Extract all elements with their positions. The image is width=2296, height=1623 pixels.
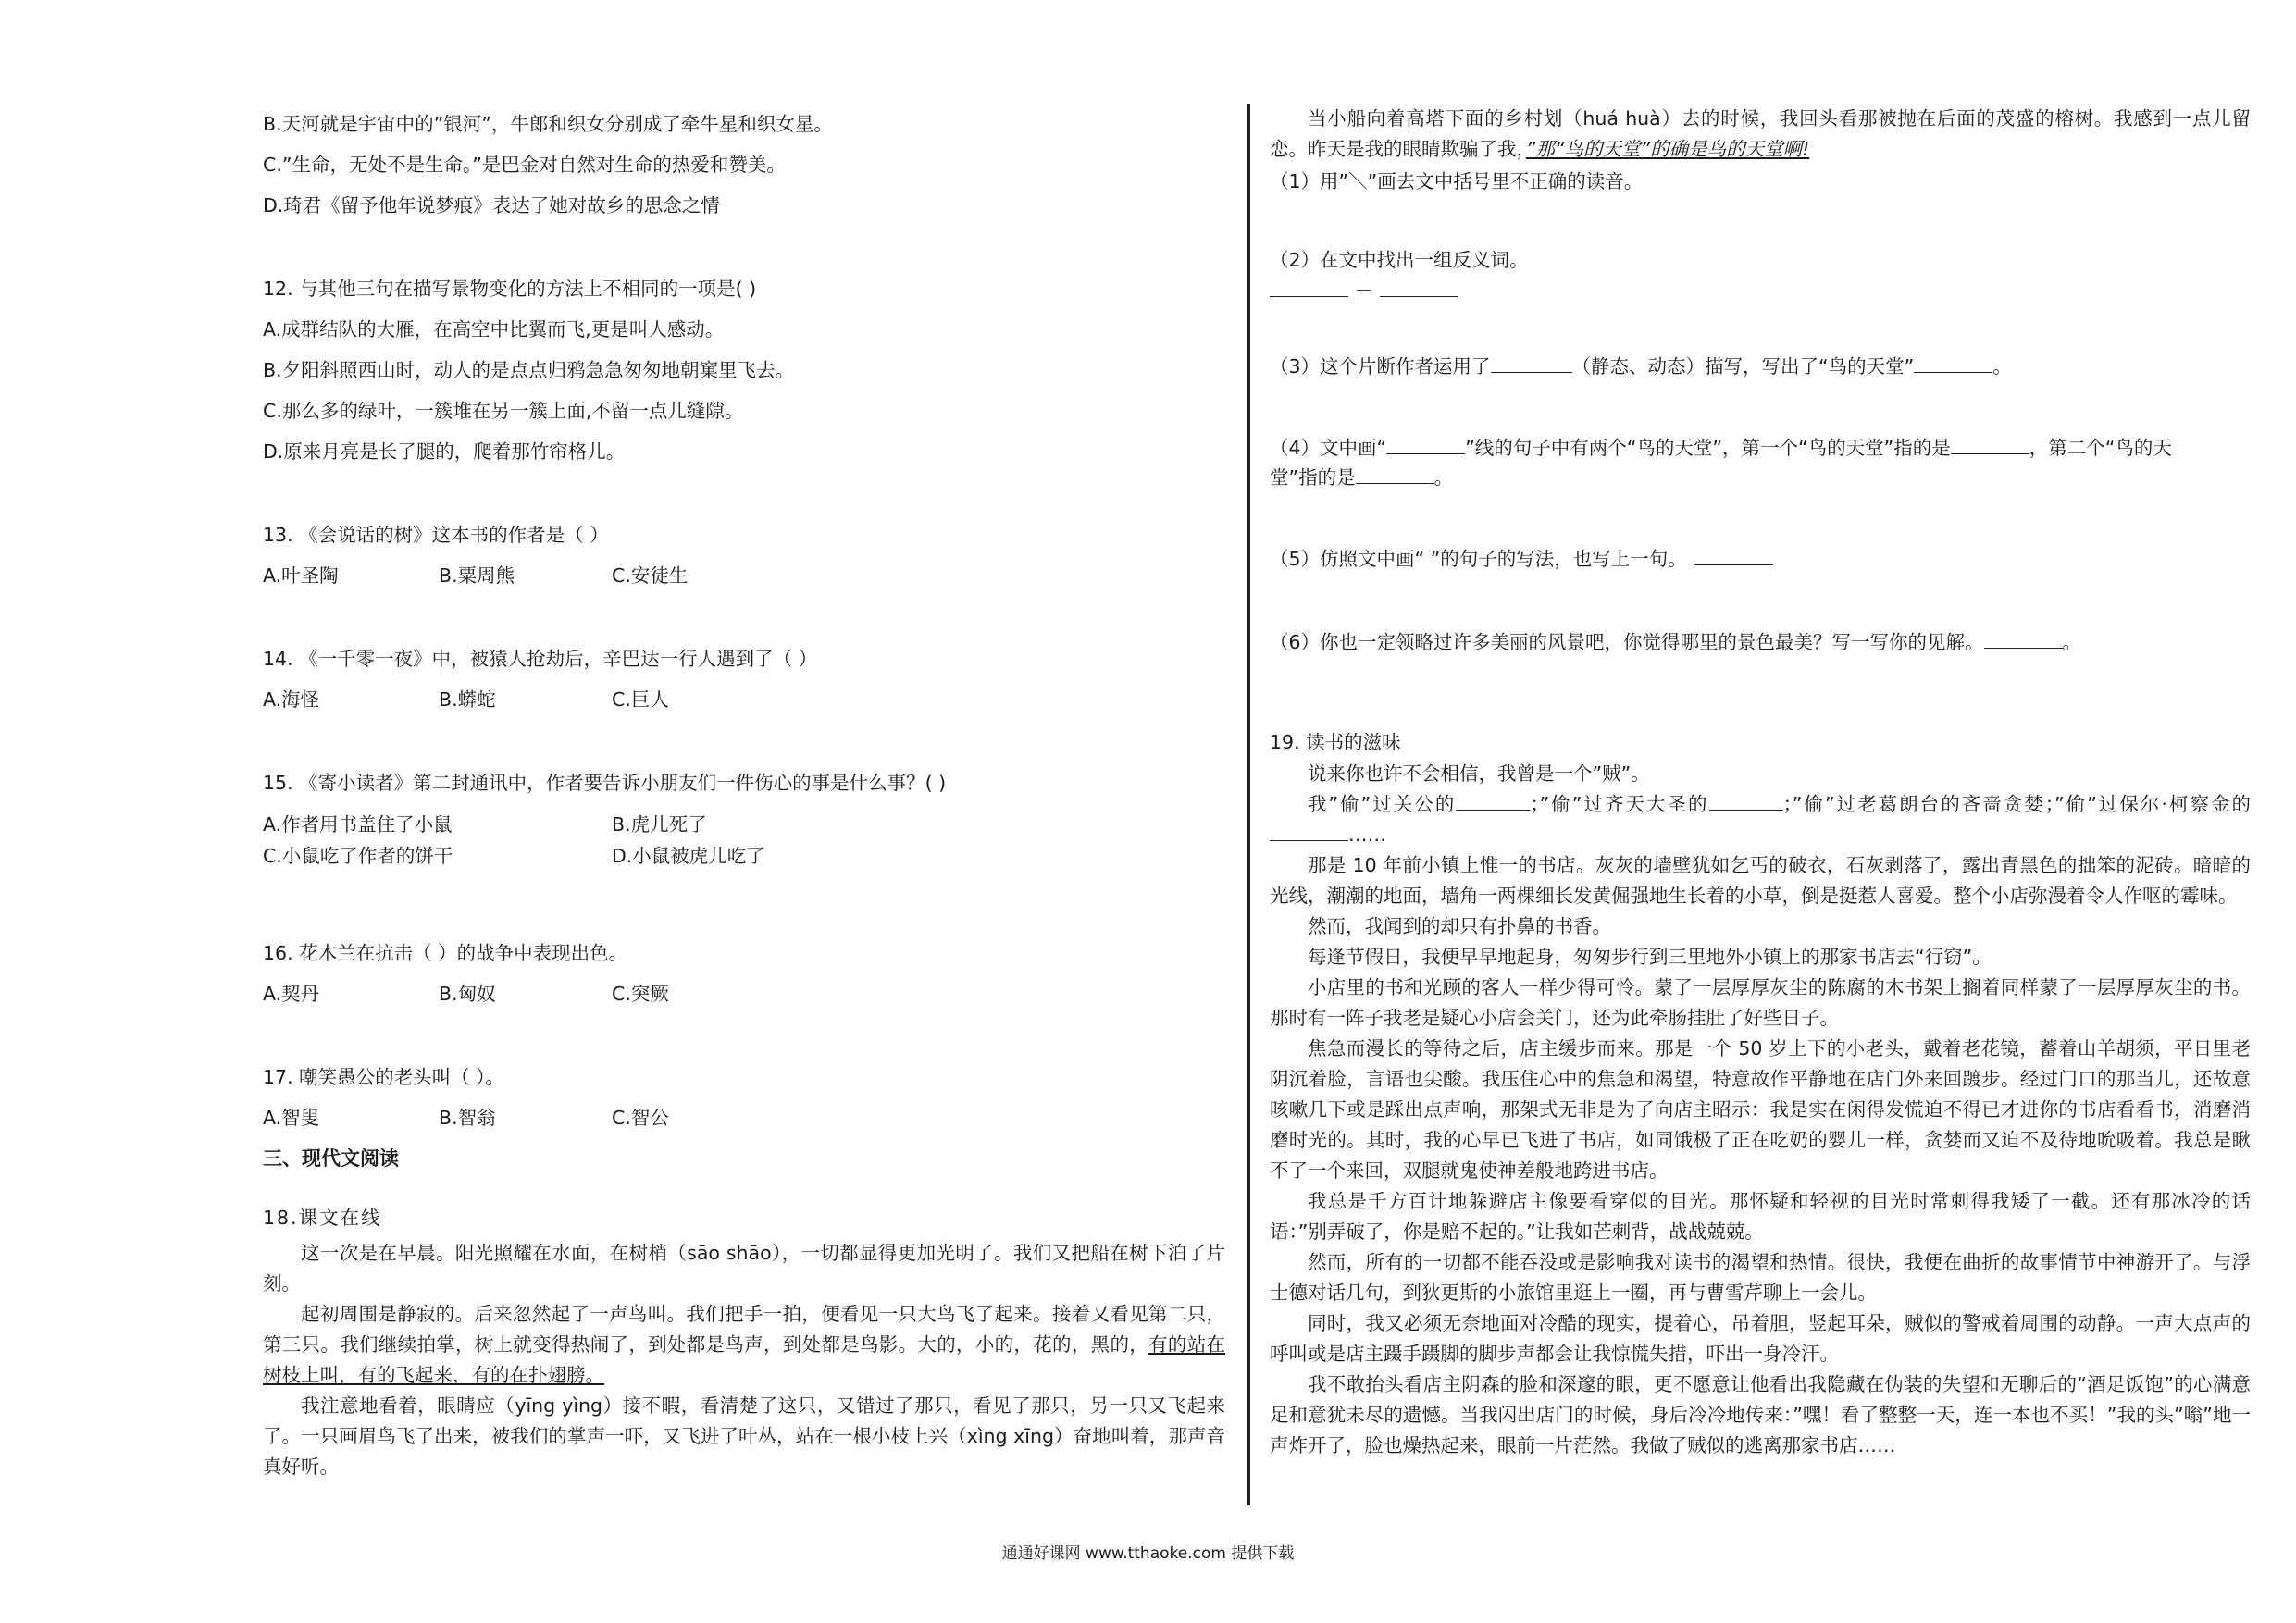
q11-option-c: C.”生命，无处不是生命。”是巴金对自然对生命的热爱和赞美。 [263, 154, 786, 176]
q13-options [263, 555, 1225, 596]
q18-sub-5 [1270, 542, 2251, 576]
answer-blank[interactable] [1380, 279, 1458, 297]
q17-option-a: A.智叟 [263, 1107, 320, 1129]
q13-option-a: A.叶圣陶 [263, 564, 339, 587]
q14-option-c: C.巨人 [612, 688, 669, 711]
q16-option-b: B.匈奴 [439, 983, 496, 1005]
q18-sub-4-text-c: ，第二个“鸟的天 [2029, 437, 2172, 459]
q12-option-a: A.成群结队的大雁，在高空中比翼而飞,更是叫人感动。 [263, 318, 725, 341]
answer-blank[interactable] [1491, 355, 1572, 373]
q19-title: 19. 读书的滋味 [1270, 731, 1401, 753]
answer-blank[interactable] [1709, 793, 1783, 811]
q18-sub-6 [1270, 626, 2251, 659]
q18-sub-2: （2）在文中找出一组反义词。 [1270, 249, 1529, 271]
q18-sub-4-text-d: 堂”指的是 [1270, 466, 1356, 489]
q13-stem: 13. 《会说话的树》这本书的作者是（ ） [263, 524, 609, 546]
q16-stem: 16. 花木兰在抗击（ ）的战争中表现出色。 [263, 942, 628, 964]
q18-paragraph-3: 我注意地看着，眼睛应（yīng yìng）接不暇，看清楚了这只，又错过了那只，看见了那只，另一只又飞起来了。一只画眉鸟飞了出来，被我们的掌声一吓，又飞进了叶丛，站在一根小枝上兴（xìng xīng）奋地叫着，那声音真好听。 [263, 1394, 1225, 1478]
q19-paragraph-7: 焦急而漫长的等待之后，店主缓步而来。那是一个 50 岁上下的小老头，戴着老花镜，蓄着山羊胡须，平日里老阴沉着脸，言语也尖酸。我压住心中的焦急和渴望，特意故作平静地在店门外来回踱步。经过门口的那当儿，还故意咳嗽几下或是踩出点声响，那架式无非是为了向店主昭示：我是实在闲得发慌迫不得已才进你的书店看看书，消磨消磨时光的。其时，我的心早已飞进了书店，如同饿极了正在吃奶的婴儿一样，贪婪而又迫不及待地吮吸着。我总是瞅不了一个来回，双腿就鬼使神差般地跨进书店。 [1270, 1037, 2251, 1182]
q17-options [263, 1097, 1225, 1138]
q11-option-b: B.天河就是宇宙中的”银河”，牛郎和织女分别成了牵牛星和织女星。 [263, 113, 833, 135]
q19-paragraph-2 [1270, 789, 2251, 850]
q18-sub-1: （1）用”＼”画去文中括号里不正确的读音。 [1270, 170, 1644, 192]
q14-option-a: A.海怪 [263, 688, 320, 711]
q19-paragraph-6: 小店里的书和光顾的客人一样少得可怜。蒙了一层厚厚灰尘的陈腐的木书架上搁着同样蒙了一层厚厚灰尘的书。那时有一阵子我老是疑心小店会关门，还为此牵肠挂肚了好些日子。 [1270, 976, 2251, 1029]
q18-sub-4-text-a: （4）文中画“ [1270, 437, 1387, 459]
q18-underlined-sentence: 有的站在树枝上叫，有的飞起来，有的在扑翅膀。 [263, 1333, 1226, 1386]
q18-sub-4-text-b: ”线的句子中有两个“鸟的天堂”，第一个“鸟的天堂”指的是 [1465, 437, 1951, 459]
q17-option-b: B.智翁 [439, 1107, 496, 1129]
q19-paragraph-8: 我总是千方百计地躲避店主像要看穿似的目光。那怀疑和轻视的目光时常刺得我矮了一截。还有那冰冷的话语：”别弄破了，你是赔不起的。”让我如芒刺背，战战兢兢。 [1270, 1190, 2251, 1243]
q16-option-a: A.契丹 [263, 983, 320, 1005]
q16-option-c: C.突厥 [612, 983, 669, 1005]
q19-paragraph-4: 然而，我闻到的却只有扑鼻的书香。 [1308, 915, 1611, 937]
q18-sub-3 [1270, 350, 2251, 383]
q16-options [263, 973, 1225, 1014]
q18-sub-6-text: （6）你也一定领略过许多美丽的风景吧，你觉得哪里的景色最美？写一写你的见解。 [1270, 631, 1984, 653]
q19-p2-text-e: …… [1348, 824, 1386, 846]
answer-blank[interactable] [1914, 355, 1992, 373]
q14-options [263, 679, 1225, 720]
q18-sub-2-answer [1270, 274, 2251, 307]
q18-underlined-quote: ”那“鸟的天堂”的确是鸟的天堂啊! [1525, 138, 1810, 160]
q17-stem: 17. 嘲笑愚公的老头叫（ ）。 [263, 1066, 504, 1088]
q14-stem: 14. 《一千零一夜》中，被猿人抢劫后，辛巴达一行人遇到了（ ） [263, 648, 818, 670]
q12-option-b: B.夕阳斜照西山时，动人的是点点归鸦急急匆匆地朝窠里飞去。 [263, 359, 795, 381]
left-column [263, 104, 1225, 1482]
q18-sub-3-text-c: 。 [1992, 355, 2012, 378]
q14-option-b: B.蟒蛇 [439, 688, 496, 711]
page-footer: 通通好课网 www.tthaoke.com 提供下载 [1001, 1544, 1295, 1563]
q18-paragraph-4 [1270, 104, 2251, 165]
answer-blank[interactable] [1694, 548, 1773, 565]
column-divider [1247, 104, 1250, 1505]
q12-option-c: C.那么多的绿叶，一簇堆在另一簇上面,不留一点儿缝隙。 [263, 400, 744, 422]
q19-p2-text-d: 金的 [2210, 793, 2252, 815]
q15-option-a: A.作者用书盖住了小鼠 [263, 813, 453, 836]
q18-sub-3-text-b: （静态、动态）描写，写出了“鸟的天堂” [1571, 355, 1915, 378]
q18-sub-5-text: （5）仿照文中画“ ”的句子的写法，也写上一句。 [1270, 548, 1687, 570]
q17-option-c: C.智公 [612, 1107, 669, 1129]
q18-sub-6-end: 。 [2062, 631, 2082, 653]
q18-paragraph-2-text: 起初周围是静寂的。后来忽然起了一声鸟叫。我们把手一拍，便看见一只大鸟飞了起来。接着又看见第二只，第三只。我们继续拍掌，树上就变得热闹了，到处都是鸟声，到处都是鸟影。大的，小的，花的，黑的， [263, 1303, 1225, 1356]
q18-sub-4-text-e: 。 [1433, 466, 1454, 489]
q15-option-d: D.小鼠被虎儿吃了 [612, 845, 765, 867]
q18-sub-4 [1270, 433, 2251, 463]
answer-blank[interactable] [1270, 279, 1348, 297]
q15-stem: 15. 《寄小读者》第二封通讯中，作者要告诉小朋友们一件伤心的事是什么事？( ) [263, 772, 947, 794]
q15-options-row2 [263, 840, 1225, 872]
q18-paragraph-2 [263, 1299, 1225, 1391]
q18-title: 18.课文在线 [263, 1207, 382, 1229]
q18-paragraph-1: 这一次是在早晨。阳光照耀在水面，在树梢（sāo shāo），一切都显得更加光明了。我们又把船在树下泊了片刻。 [263, 1242, 1225, 1295]
answer-blank[interactable] [1456, 793, 1530, 811]
q19-p2-text-b: ；”偷”过齐天大圣的 [1530, 793, 1709, 815]
q18-paragraph-4-text: 当小船向着高塔下面的乡村划（huá huà）去的时候，我回头看那被抛在后面的茂盛的榕树。我感到一点儿留恋。昨天是我的眼睛欺骗了我， [1270, 107, 2251, 160]
q19-paragraph-9: 然而，所有的一切都不能吞没或是影响我对读书的渴望和热情。很快，我便在曲折的故事情节中神游开了。与浮士德对话几句，到狄更斯的小旅馆里逛上一圈，再与曹雪芹聊上一会儿。 [1270, 1251, 2251, 1304]
q13-option-c: C.安徒生 [612, 564, 689, 587]
q12-stem: 12. 与其他三句在描写景物变化的方法上不相同的一项是( ) [263, 278, 757, 300]
q19-paragraph-3: 那是 10 年前小镇上惟一的书店。灰灰的墙壁犹如乞丐的破衣，石灰剥落了，露出青黑色的拙笨的泥砖。暗暗的光线，潮潮的地面，墙角一两棵细长发黄倔强地生长着的小草，倒是挺惹人喜爱。整个小店弥漫着令人作呕的霉味。 [1270, 854, 2251, 907]
answer-blank[interactable] [1356, 466, 1434, 484]
q12-option-d: D.原来月亮是长了腿的，爬着那竹帘格儿。 [263, 440, 626, 463]
q19-paragraph-10: 同时，我又必须无奈地面对冷酷的现实，提着心，吊着胆，竖起耳朵，贼似的警戒着周围的动静。一声大点声的呼叫或是店主蹑手蹑脚的脚步声都会让我惊慌失措，吓出一身冷汗。 [1270, 1312, 2251, 1365]
q15-option-c: C.小鼠吃了作者的饼干 [263, 845, 453, 867]
answer-blank[interactable] [1951, 437, 2029, 454]
answer-blank[interactable] [1270, 824, 1348, 841]
q19-paragraph-11: 我不敢抬头看店主阴森的脸和深邃的眼，更不愿意让他看出我隐藏在伪装的失望和无聊后的“酒足饭饱”的心满意足和意犹未尽的遗憾。当我闪出店门的时候，身后冷冷地传来：”嘿！看了整整一天，连一本也不买！”我的头”嗡”地一声炸开了，脸也燥热起来，眼前一片茫然。我做了贼似的逃离那家书店…… [1270, 1373, 2251, 1456]
right-column [1270, 104, 2251, 1461]
q18-sub-3-text-a: （3）这个片断作者运用了 [1270, 355, 1491, 378]
q19-p2-text-a: 我”偷”过关公的 [1308, 793, 1457, 815]
q15-options-row1 [263, 809, 1225, 840]
q19-p2-text-c: ；”偷”过老葛朗台的吝啬贪婪；”偷”过保尔·柯察 [1782, 793, 2211, 815]
q13-option-b: B.粟周熊 [439, 564, 515, 587]
q18-sub-4-cont [1270, 463, 2251, 492]
q19-paragraph-5: 每逢节假日，我便早早地起身，匆匆步行到三里地外小镇上的那家书店去“行窃”。 [1308, 946, 1992, 968]
q15-option-b: B.虎儿死了 [612, 813, 707, 836]
q11-option-d: D.琦君《留予他年说梦痕》表达了她对故乡的思念之情 [263, 194, 720, 217]
answer-blank[interactable] [1386, 437, 1465, 454]
q19-paragraph-1: 说来你也许不会相信，我曾是一个”贼”。 [1308, 762, 1650, 785]
answer-blank[interactable] [1984, 631, 2063, 649]
q18-sub-2-separator: － [1354, 279, 1374, 302]
section-3-heading: 三、现代文阅读 [263, 1147, 399, 1170]
